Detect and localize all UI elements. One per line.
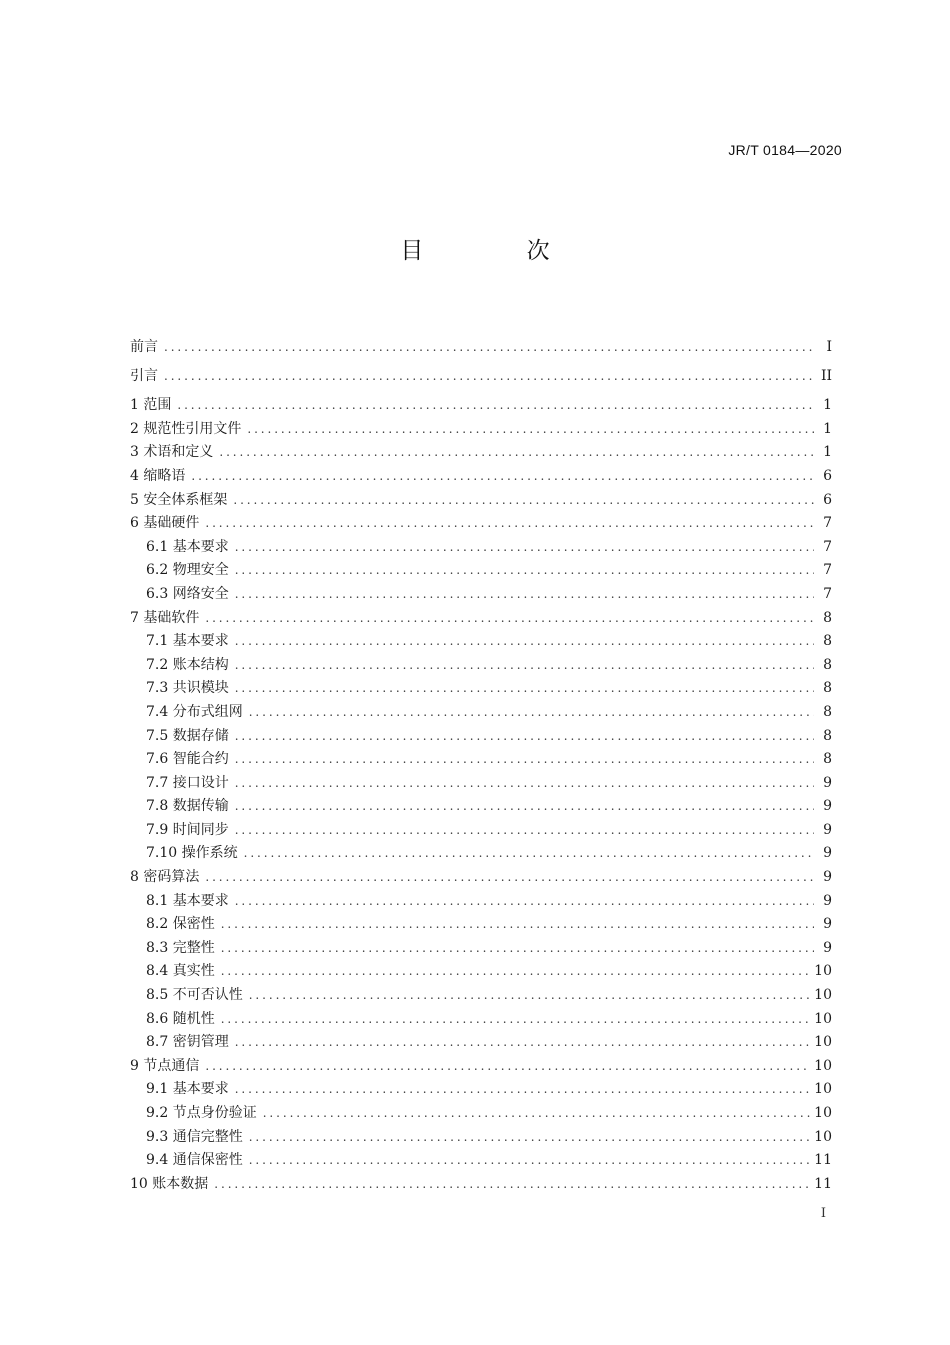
toc-entry[interactable] <box>130 984 832 1008</box>
toc-entry-label: 8.7 密钥管理 <box>146 1034 229 1051</box>
toc-entry-label: 2 规范性引用文件 <box>130 420 242 437</box>
toc-entry[interactable] <box>130 365 832 389</box>
toc-dot-leader <box>235 890 814 914</box>
toc-dot-leader <box>221 1008 810 1032</box>
toc-entry-page: 9 <box>823 798 832 815</box>
toc-dot-leader <box>191 465 814 489</box>
toc-dot-leader <box>235 1031 810 1055</box>
toc-entry[interactable] <box>130 394 832 418</box>
toc-entry-page: 9 <box>823 892 832 909</box>
toc-entry-label: 7.3 共识模块 <box>146 680 229 697</box>
toc-dot-leader <box>219 441 814 465</box>
toc-entry[interactable] <box>130 1173 832 1197</box>
toc-dot-leader <box>263 1102 810 1126</box>
toc-entry-label: 7 基础软件 <box>130 609 200 626</box>
toc-dot-leader <box>221 937 814 961</box>
toc-entry[interactable] <box>130 701 832 725</box>
toc-entry-page: 10 <box>814 1105 832 1121</box>
toc-entry[interactable] <box>130 630 832 654</box>
toc-entry-page: 8 <box>823 680 832 697</box>
toc-dot-leader <box>214 1173 810 1197</box>
toc-entry-page: 11 <box>814 1175 832 1192</box>
toc-entry-label: 9.3 通信完整性 <box>146 1128 243 1145</box>
toc-entry[interactable] <box>130 1126 832 1150</box>
toc-entry[interactable] <box>130 583 832 607</box>
toc-entry[interactable] <box>130 536 832 560</box>
toc-dot-leader <box>221 960 810 984</box>
toc-entry[interactable] <box>130 890 832 914</box>
toc-dot-leader <box>233 489 814 513</box>
toc-entry-page: 8 <box>823 703 832 720</box>
toc-entry[interactable] <box>130 336 832 360</box>
toc-dot-leader <box>235 559 814 583</box>
toc-dot-leader <box>235 630 814 654</box>
toc-entry-label: 9.1 基本要求 <box>146 1081 229 1098</box>
toc-entry-label: 6.1 基本要求 <box>146 538 229 555</box>
toc-entry[interactable] <box>130 1055 832 1079</box>
toc-entry-page: 10 <box>814 1081 832 1098</box>
toc-dot-leader <box>249 1126 810 1150</box>
page-number: I <box>820 1206 826 1221</box>
toc-entry-label: 9.2 节点身份验证 <box>146 1105 257 1121</box>
toc-entry[interactable] <box>130 465 832 489</box>
toc-dot-leader <box>205 607 814 631</box>
toc-dot-leader <box>235 795 814 819</box>
toc-entry-page: 7 <box>823 515 832 532</box>
toc-entry-label: 8.6 随机性 <box>146 1010 215 1027</box>
toc-dot-leader <box>221 913 814 937</box>
toc-entry-page: 11 <box>814 1152 832 1169</box>
toc-entry-label: 7.9 时间同步 <box>146 821 229 838</box>
toc-entry-label: 引言 <box>130 368 158 385</box>
toc-entry[interactable] <box>130 1031 832 1055</box>
toc-entry[interactable] <box>130 489 832 513</box>
toc-entry-label: 7.6 智能合约 <box>146 751 229 768</box>
toc-entry-label: 6.3 网络安全 <box>146 585 229 602</box>
toc-entry-label: 7.4 分布式组网 <box>146 703 243 720</box>
toc-dot-leader <box>205 866 814 890</box>
toc-entry-page: 8 <box>823 751 832 768</box>
toc-entry-label: 10 账本数据 <box>130 1175 209 1192</box>
toc-entry-page: 10 <box>814 1034 832 1051</box>
toc-entry[interactable] <box>130 418 832 442</box>
toc-entry-page: 1 <box>823 420 832 437</box>
toc-entry[interactable] <box>130 772 832 796</box>
toc-dot-leader <box>235 536 814 560</box>
toc-entry-label: 6 基础硬件 <box>130 515 200 532</box>
toc-dot-leader <box>235 654 814 678</box>
toc-entry-page: II <box>820 368 832 385</box>
toc-entry-page: 10 <box>814 963 832 980</box>
toc-entry-page: 8 <box>823 656 832 673</box>
toc-entry-page: 10 <box>814 1010 832 1027</box>
toc-entry-label: 前言 <box>130 339 158 355</box>
standard-code: JR/T 0184—2020 <box>728 142 842 158</box>
toc-entry-label: 8.3 完整性 <box>146 939 215 956</box>
toc-entry[interactable] <box>130 1008 832 1032</box>
toc-entry-label: 7.2 账本结构 <box>146 656 229 673</box>
toc-dot-leader <box>164 336 814 360</box>
toc-dot-leader <box>235 583 814 607</box>
toc-dot-leader <box>235 725 814 749</box>
toc-entry[interactable] <box>130 819 832 843</box>
toc-entry-label: 8.2 保密性 <box>146 916 215 933</box>
toc-entry-page: 10 <box>814 1057 832 1074</box>
toc-entry[interactable] <box>130 1078 832 1102</box>
toc-entry-label: 7.5 数据存储 <box>146 727 229 744</box>
toc-dot-leader <box>249 984 810 1008</box>
toc-entry-label: 1 范围 <box>130 397 172 414</box>
toc-dot-leader <box>247 418 814 442</box>
toc-entry-page: I <box>826 339 832 355</box>
toc-entry-page: 7 <box>823 585 832 602</box>
toc-dot-leader <box>235 1078 810 1102</box>
toc-entry[interactable] <box>130 559 832 583</box>
toc-entry-label: 8.4 真实性 <box>146 963 215 980</box>
toc-entry-label: 4 缩略语 <box>130 467 186 484</box>
toc-entry-page: 8 <box>823 727 832 744</box>
toc-entry-page: 9 <box>823 869 832 886</box>
toc-dot-leader <box>205 1055 810 1079</box>
toc-entry-page: 1 <box>823 397 832 414</box>
toc-dot-leader <box>249 701 814 725</box>
toc-entry-page: 9 <box>823 845 832 862</box>
toc-entry-label: 9 节点通信 <box>130 1057 200 1074</box>
toc-entry-page: 9 <box>823 916 832 933</box>
toc-entry-label: 9.4 通信保密性 <box>146 1152 243 1169</box>
toc-entry-label: 7.10 操作系统 <box>146 845 238 862</box>
toc-entry-page: 9 <box>823 774 832 791</box>
toc-dot-leader <box>205 512 814 536</box>
toc-entry[interactable] <box>130 960 832 984</box>
toc-dot-leader <box>235 772 814 796</box>
toc-entry[interactable] <box>130 607 832 631</box>
toc-entry-page: 6 <box>823 491 832 508</box>
toc-entry[interactable] <box>130 842 832 866</box>
toc-entry-page: 8 <box>823 609 832 626</box>
toc-entry-label: 8 密码算法 <box>130 869 200 886</box>
toc-dot-leader <box>164 365 814 389</box>
toc-entry-label: 3 术语和定义 <box>130 444 214 461</box>
toc-entry[interactable] <box>130 1149 832 1173</box>
toc-entry-page: 1 <box>823 444 832 461</box>
toc-entry[interactable] <box>130 748 832 772</box>
table-of-contents <box>130 336 832 1196</box>
toc-entry-label: 8.1 基本要求 <box>146 892 229 909</box>
toc-entry-page: 9 <box>823 821 832 838</box>
toc-entry-page: 10 <box>814 1128 832 1145</box>
toc-entry-label: 5 安全体系框架 <box>130 491 228 508</box>
toc-dot-leader <box>235 748 814 772</box>
toc-entry[interactable] <box>130 512 832 536</box>
toc-dot-leader <box>177 394 814 418</box>
toc-entry-label: 7.7 接口设计 <box>146 774 229 791</box>
toc-entry-page: 8 <box>823 633 832 650</box>
toc-dot-leader <box>249 1149 810 1173</box>
toc-entry-page: 10 <box>814 987 832 1004</box>
toc-entry[interactable] <box>130 677 832 701</box>
toc-entry-page: 7 <box>823 538 832 555</box>
toc-entry-label: 8.5 不可否认性 <box>146 987 243 1004</box>
toc-entry[interactable] <box>130 866 832 890</box>
toc-entry-page: 9 <box>823 939 832 956</box>
toc-entry-label: 6.2 物理安全 <box>146 562 229 579</box>
toc-title: 目 次 <box>400 238 598 264</box>
toc-entry-page: 6 <box>823 467 832 484</box>
toc-entry-page: 7 <box>823 562 832 579</box>
toc-dot-leader <box>244 842 814 866</box>
toc-entry[interactable] <box>130 913 832 937</box>
toc-dot-leader <box>235 819 814 843</box>
toc-entry[interactable] <box>130 937 832 961</box>
toc-entry[interactable] <box>130 795 832 819</box>
toc-entry-label: 7.8 数据传输 <box>146 798 229 815</box>
toc-entry[interactable] <box>130 441 832 465</box>
toc-entry[interactable] <box>130 725 832 749</box>
toc-entry-label: 7.1 基本要求 <box>146 633 229 650</box>
toc-entry[interactable] <box>130 1102 832 1126</box>
toc-entry[interactable] <box>130 654 832 678</box>
toc-dot-leader <box>235 677 814 701</box>
